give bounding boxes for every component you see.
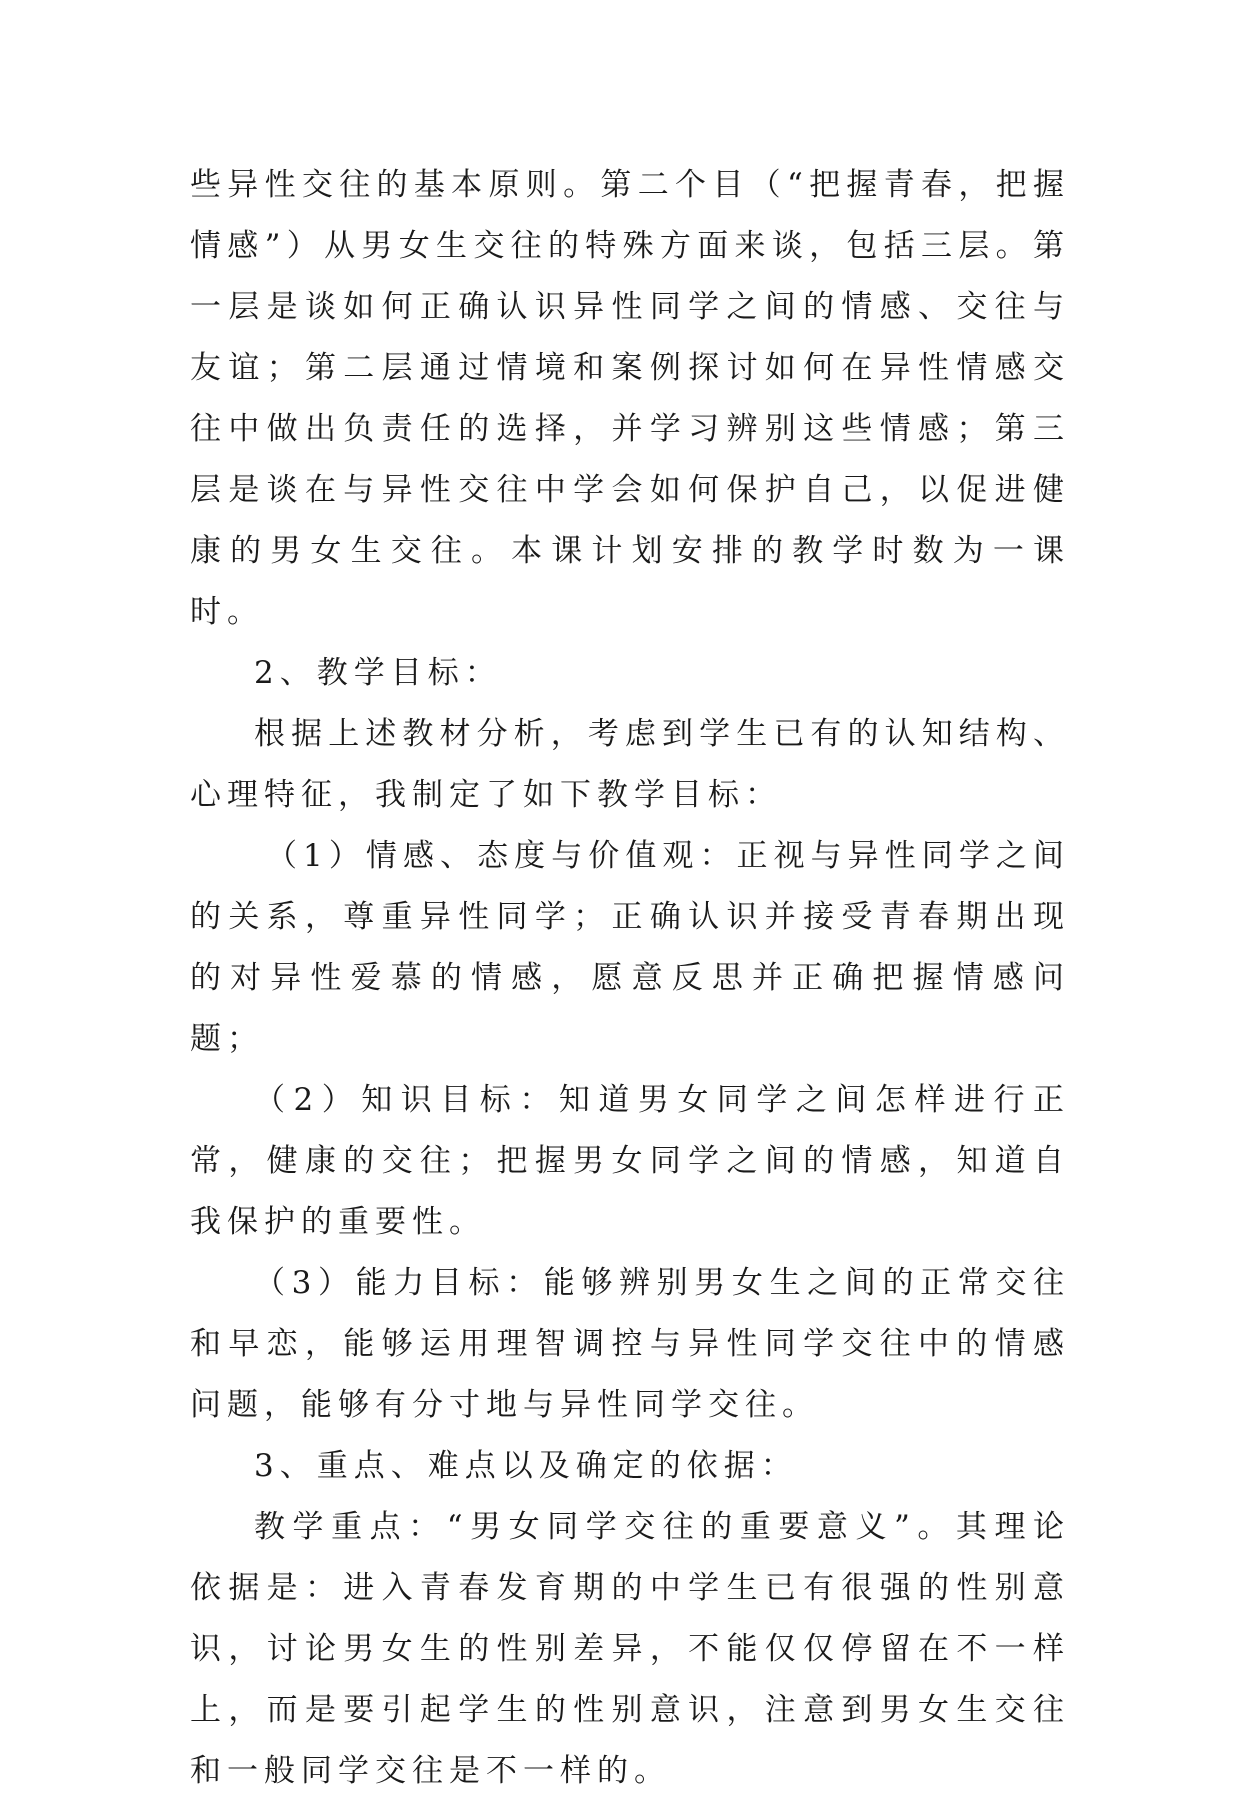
heading-key-points-difficulties: 3、重点、难点以及确定的依据： bbox=[254, 1448, 798, 1484]
paragraph-objectives-intro: 根据上述教材分析，考虑到学生已有的认知结构、心理特征，我制定了如下教学目标： bbox=[190, 716, 1070, 813]
objective-emotion-attitude-values: （1）情感、态度与价值观：正视与异性同学之间的关系，尊重异性同学；正确认识并接受青春期出现的对异性爱慕的情感，愿意反思并正确把握情感问题； bbox=[190, 838, 1070, 1057]
document-body bbox=[190, 155, 1070, 1802]
objective-knowledge: （2）知识目标：知道男女同学之间怎样进行正常，健康的交往；把握男女同学之间的情感，知道自我保护的重要性。 bbox=[190, 1082, 1070, 1240]
paragraph-teaching-focus: 教学重点：“男女同学交往的重要意义”。其理论依据是：进入青春发育期的中学生已有很强的性别意识，讨论男女生的性别差异，不能仅仅停留在不一样上，而是要引起学生的性别意识，注意到男女生交往和一般同学交往是不一样的。 bbox=[190, 1509, 1070, 1789]
heading-teaching-objectives: 2、教学目标： bbox=[254, 655, 502, 691]
paragraph-principles-continued: 些异性交往的基本原则。第二个目（“把握青春，把握情感”）从男女生交往的特殊方面来谈，包括三层。第一层是谈如何正确认识异性同学之间的情感、交往与友谊；第二层通过情境和案例探讨如何在异性情感交往中做出负责任的选择，并学习辨别这些情感；第三层是谈在与异性交往中学会如何保护自己，以促进健康的男女生交往。本课计划安排的教学时数为一课时。 bbox=[190, 167, 1070, 630]
objective-ability: （3）能力目标：能够辨别男女生之间的正常交往和早恋，能够运用理智调控与异性同学交往中的情感问题，能够有分寸地与异性同学交往。 bbox=[190, 1265, 1070, 1423]
